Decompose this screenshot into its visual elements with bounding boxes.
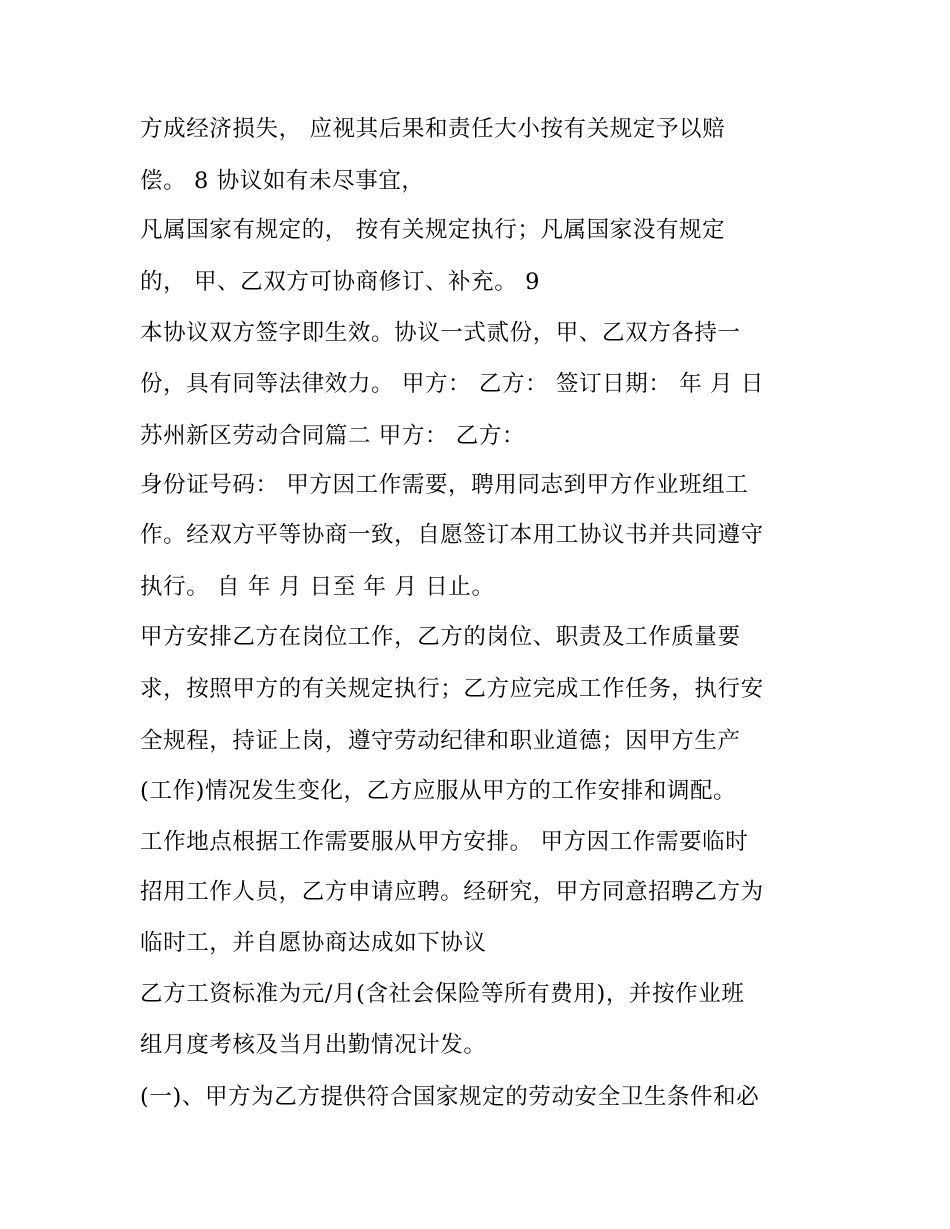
text-line: 组月度考核及当月出勤情况计发。 — [140, 1032, 487, 1058]
text-line: 求，按照甲方的有关规定执行；乙方应完成工作任务，执行安 — [140, 676, 764, 702]
text-line: 苏州新区劳动合同篇二 甲方： 乙方： — [140, 423, 526, 449]
text-line: 身份证号码： 甲方因工作需要，聘用同志到甲方作业班组工 — [140, 472, 749, 498]
text-line: 执行。 自 年 月 日至 年 月 日止。 — [140, 574, 495, 600]
text-line: (工作)情况发生变化，乙方应服从甲方的工作安排和调配。 — [140, 778, 737, 804]
text-line: 甲方安排乙方在岗位工作，乙方的岗位、职责及工作质量要 — [140, 624, 741, 650]
text-line: 全规程，持证上岗，遵守劳动纪律和职业道德；因甲方生产 — [140, 728, 741, 754]
text-line: 凡属国家有规定的， 按有关规定执行；凡属国家没有规定 — [140, 217, 726, 243]
text-line: 作。经双方平等协商一致，自愿签订本用工协议书并共同遵守 — [140, 522, 764, 548]
text-line: 工作地点根据工作需要服从甲方安排。 甲方因工作需要临时 — [140, 829, 749, 855]
text-line: 偿。 8 协议如有未尽事宜， — [140, 168, 425, 194]
text-line: 方成经济损失， 应视其后果和责任大小按有关规定予以赔 — [140, 116, 726, 142]
text-line: 份，具有同等法律效力。 甲方： 乙方： 签订日期： 年 月 日 — [140, 371, 765, 397]
text-line: 乙方工资标准为元/月(含社会保险等所有费用)，并按作业班 — [140, 981, 745, 1007]
text-line: 本协议双方签字即生效。协议一式贰份，甲、乙双方各持一 — [140, 320, 741, 346]
text-line: 临时工，并自愿协商达成如下协议 — [140, 930, 487, 956]
text-line: 的， 甲、乙双方可协商修订、补充。 9 — [140, 269, 541, 295]
text-line: 招用工作人员，乙方申请应聘。经研究，甲方同意招聘乙方为 — [140, 879, 764, 905]
text-line: (一)、甲方为乙方提供符合国家规定的劳动安全卫生条件和必 — [140, 1084, 760, 1110]
